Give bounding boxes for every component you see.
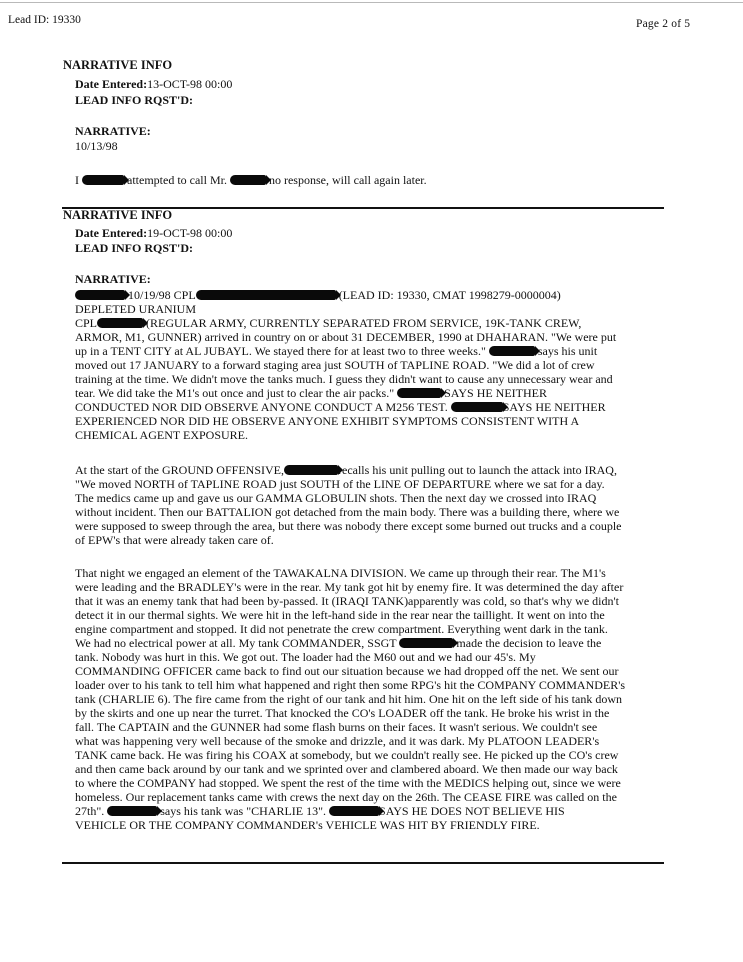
text-fragment: CPL [75, 316, 98, 330]
text-line: homeless. Our replacement tanks came with crews the next day on the 26th. The CEASE FIRE was called on the [75, 790, 617, 804]
text-fragment: says his tank was "CHARLIE 13". [160, 804, 327, 818]
date-entered-2 [75, 226, 232, 241]
redaction-mark [82, 175, 124, 185]
text-line [75, 386, 616, 400]
text-line: were supposed to sweep through the area, but there was nobody there except some burned out trucks and a couple [75, 519, 622, 533]
text-fragment: SAYS HE DOES NOT BELIEVE HIS [379, 804, 565, 818]
date-label: Date Entered: [75, 226, 148, 240]
page-number: Page 2 of 5 [636, 18, 691, 30]
text-line [75, 288, 616, 302]
redaction-mark [399, 638, 453, 648]
narrative-paragraph-1 [75, 288, 616, 442]
text-line: without incident. Then our BATTALION got detached from the main body. There was a building there, where we [75, 505, 620, 519]
text-fragment: (REGULAR ARMY, CURRENTLY SEPARATED FROM SERVICE, 19K-TANK CREW, [146, 316, 582, 330]
text-line: of EPW's that were already taken care of. [75, 533, 274, 547]
redaction-mark [75, 290, 125, 300]
text-line [75, 344, 616, 358]
narrative-label-2 [75, 272, 151, 287]
text-fragment: no response, will call again later. [268, 173, 427, 187]
redaction-mark [397, 388, 441, 398]
text-fragment: recalls his unit pulling out to launch the attack into IRAQ, [338, 463, 617, 477]
text-line: were leading and the BRADLEY's were in the rear. My tank got hit by enemy fire. It was determined the day after [75, 580, 624, 594]
date-label: Date Entered: [75, 77, 148, 91]
text-fragment: CONDUCTED NOR DID OBSERVE ANYONE CONDUCT A M256 TEST. [75, 400, 448, 414]
text-line: CHEMICAL AGENT EXPOSURE. [75, 428, 249, 442]
redaction-mark [329, 806, 379, 816]
text-line [75, 316, 616, 330]
text-fragment: At the start of the GROUND OFFENSIVE, [75, 463, 284, 477]
text-line: That night we engaged an element of the TAWAKALNA DIVISION. We came up through their rear. The M1's [75, 566, 606, 580]
text-fragment: tear. We did take the M1's out once and just to clear the air packs." [75, 386, 395, 400]
text-line: what was happening very well because of the smoke and drizzle, and it was dark. My PLATOON LEADER's [75, 734, 600, 748]
redaction-mark [97, 318, 143, 328]
text-line: The medics came up and gave us our GAMMA GLOBULIN shots. Then the next day we crossed into IRAQ [75, 491, 597, 505]
narrative-label: NARRATIVE: [75, 272, 151, 286]
narrative-label: NARRATIVE: [75, 124, 151, 138]
text-line: engine compartment and stopped. It did not penetrate the crew compartment. Everything went dark in the tank. [75, 622, 608, 636]
redaction-mark [489, 346, 535, 356]
narrative-label-1 [75, 124, 151, 139]
text-fragment: I [75, 173, 79, 187]
narrative-text-1 [75, 173, 427, 187]
text-fragment: SAYS HE NEITHER [444, 386, 548, 400]
text-fragment: (LEAD ID: 19330, CMAT 1998279-0000004) [338, 288, 561, 302]
text-line: training at the time. We didn't move the tanks much. I guess they didn't want to cause any unnecessary wear and [75, 372, 613, 386]
rqst-label: LEAD INFO RQST'D: [75, 93, 194, 107]
text-line: by the skirts and one up near the turret. That knocked the CO's LOADER off the tank. He broke his wrist in the [75, 706, 610, 720]
narrative-date-1: 10/13/98 [75, 139, 118, 153]
lead-info-rqst-1 [75, 93, 193, 108]
text-fragment: says his unit [537, 344, 598, 358]
lead-info-rqst-2 [75, 241, 193, 256]
text-line: that it was an enemy tank that had been by-passed. It (IRAQI TANK)apparently was cold, so that's why we didn't [75, 594, 620, 608]
text-line: "We moved NORTH of TAPLINE ROAD just SOUTH of the LINE OF DEPARTURE where we sat for a day. [75, 477, 605, 491]
text-fragment: We had no electrical power at all. My tank COMMANDER, SSGT [75, 636, 397, 650]
text-fragment: 10/19/98 CPL [128, 288, 196, 302]
text-fragment: 27th". [75, 804, 105, 818]
text-line: DEPLETED URANIUM [75, 302, 196, 316]
text-fragment: attempted to call Mr. [127, 173, 227, 187]
date-value: 19-OCT-98 00:00 [147, 226, 233, 240]
text-line: to where the COMPANY had stopped. We spent the rest of the time with the MEDICS helping out, since we were [75, 776, 621, 790]
section-title-2: NARRATIVE INFO [63, 208, 173, 222]
text-fragment: SAYS HE NEITHER [502, 400, 606, 414]
rqst-label: LEAD INFO RQST'D: [75, 241, 194, 255]
date-value: 13-OCT-98 00:00 [147, 77, 233, 91]
text-line: tank (CHARLIE 6). The fire came from the right of our tank and hit him. One hit on the left side of his tank down [75, 692, 622, 706]
text-line: loader over to his tank to tell him what happened and right then some RPG's hit the COMPANY COMMANDER's [75, 678, 626, 692]
narrative-paragraph-3 [75, 566, 625, 832]
text-line: TANK came back. He was firing his COAX at somebody, but we couldn't really see. He picked up the CO's crew [75, 748, 619, 762]
redaction-mark [230, 175, 266, 185]
narrative-paragraph-2 [75, 463, 622, 547]
text-line: tank. Nobody was hurt in this. We got out. The loader had the M60 out and we had our 45's. My [75, 650, 536, 664]
text-line [75, 804, 625, 818]
redaction-mark [451, 402, 503, 412]
text-line: moved out 17 JANUARY to a forward staging area just SOUTH of TAPLINE ROAD. "We did a lot of crew [75, 358, 595, 372]
redaction-mark [196, 290, 336, 300]
text-line: COMMANDING OFFICER came back to find out our situation because we had dropped off the net. We sent our [75, 664, 619, 678]
text-line: ARMOR, M1, GUNNER) arrived in country on or about 31 DECEMBER, 1990 at DHAHARAN. "We were put [75, 330, 617, 344]
text-line [75, 463, 622, 477]
text-line: detect it in our thermal sights. We were hit in the left-hand side in the rear near the taillight. It went on into the [75, 608, 605, 622]
lead-id: Lead ID: 19330 [8, 14, 81, 26]
text-line: fall. The CAPTAIN and the GUNNER had some flash burns on their faces. It wasn't serious. We couldn't see [75, 720, 598, 734]
text-line: EXPERIENCED NOR DID HE OBSERVE ANYONE EXHIBIT SYMPTOMS CONSISTENT WITH A [75, 414, 580, 428]
text-fragment: made the decision to leave the [456, 636, 602, 650]
date-entered-1 [75, 77, 232, 92]
redaction-mark [284, 465, 338, 475]
redaction-mark [107, 806, 157, 816]
text-line: and then came back around by our tank and we sprinted over and clambered aboard. We then made our way back [75, 762, 618, 776]
section-divider-bottom [62, 862, 664, 864]
text-fragment: up in a TENT CITY at AL JUBAYL. We stayed there for at least two to three weeks." [75, 344, 486, 358]
text-line: VEHICLE OR THE COMPANY COMMANDER's VEHICLE WAS HIT BY FRIENDLY FIRE. [75, 818, 540, 832]
top-scan-line [0, 2, 743, 3]
text-line [75, 400, 616, 414]
section-title-1: NARRATIVE INFO [63, 58, 173, 72]
text-line [75, 636, 625, 650]
